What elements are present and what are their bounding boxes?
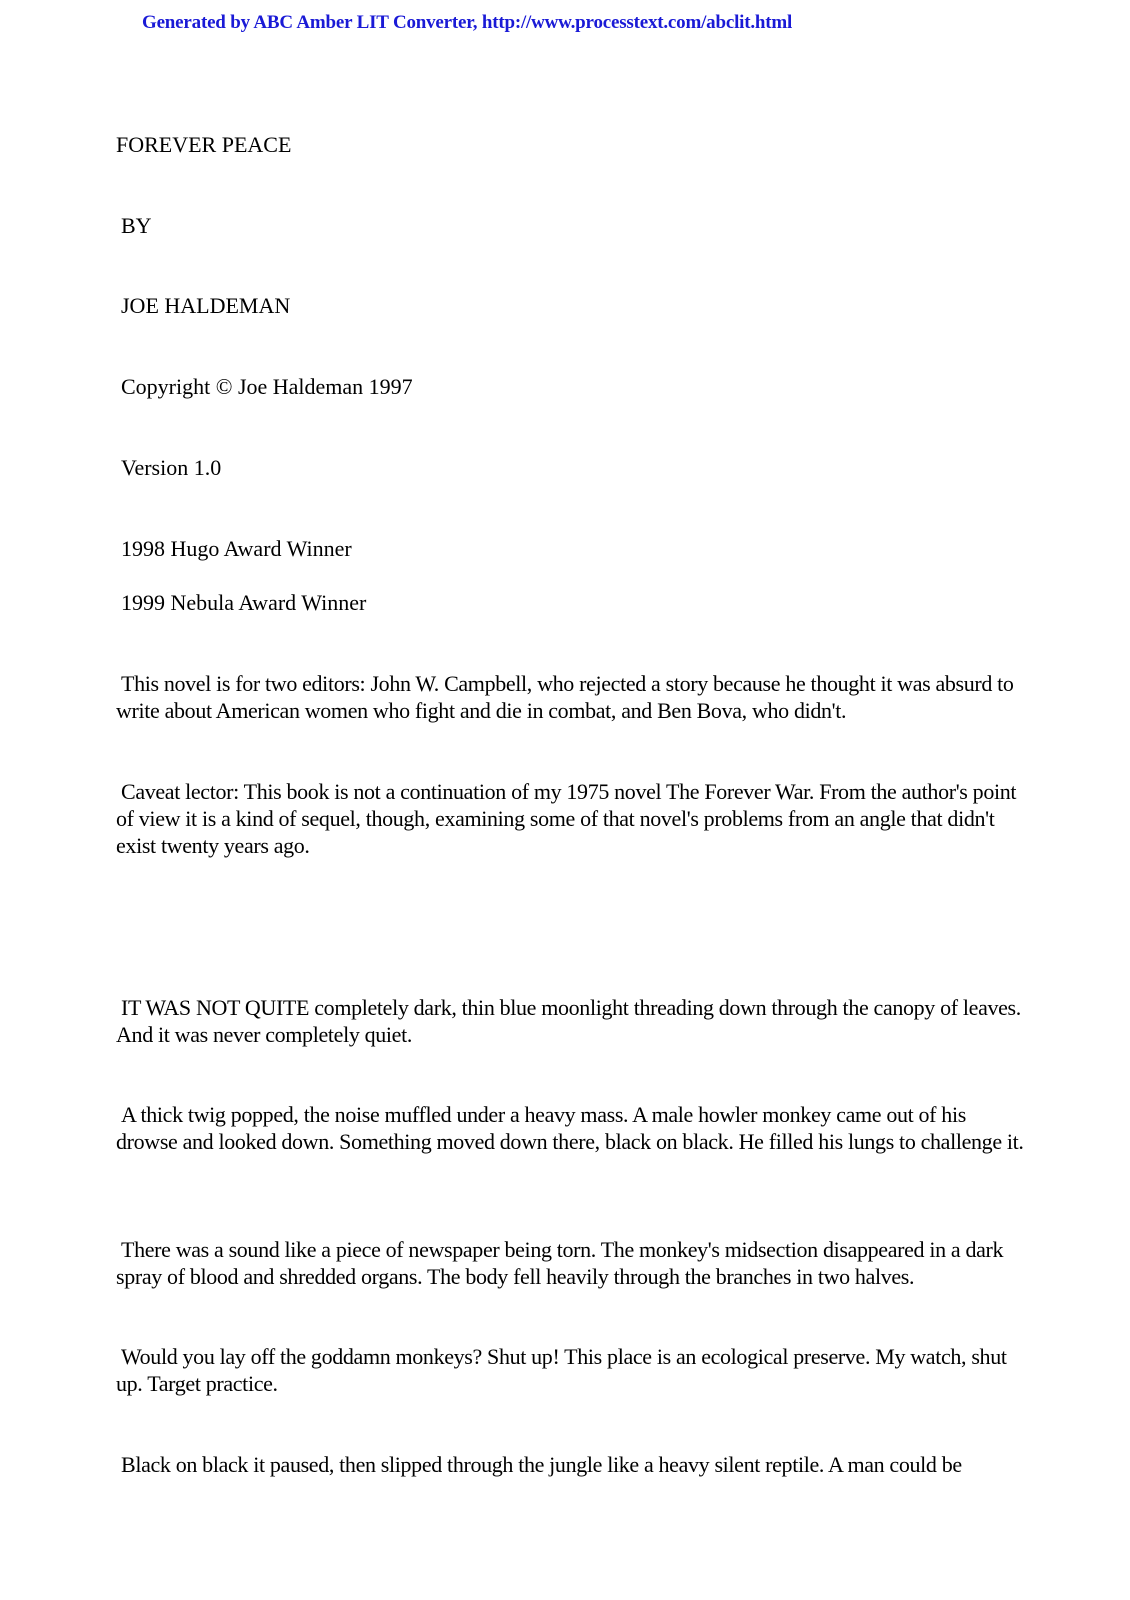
award-hugo: 1998 Hugo Award Winner bbox=[121, 536, 352, 561]
body-paragraph: IT WAS NOT QUITE completely dark, thin blue moonlight threading down through the canopy of leaves. And it was never completely quiet. bbox=[116, 995, 1021, 1047]
byline-label: BY bbox=[121, 213, 152, 238]
author-name: JOE HALDEMAN bbox=[121, 293, 291, 318]
book-title: FOREVER PEACE bbox=[116, 132, 292, 157]
body-paragraph: Would you lay off the goddamn monkeys? Shut up! This place is an ecological preserve. My watch, shut up. Target practice. bbox=[116, 1344, 1007, 1396]
version-label: Version 1.0 bbox=[121, 455, 222, 480]
body-paragraph: Black on black it paused, then slipped through the jungle like a heavy silent reptile. A man could be bbox=[121, 1452, 962, 1477]
caveat-paragraph: Caveat lector: This book is not a continuation of my 1975 novel The Forever War. From the author's point of view it is a kind of sequel, though, examining some of that novel's problems from an angle that didn't exist twenty years ago. bbox=[116, 779, 1017, 858]
award-nebula: 1999 Nebula Award Winner bbox=[121, 590, 367, 615]
copyright-notice: Copyright © Joe Haldeman 1997 bbox=[121, 374, 413, 399]
converter-header-link[interactable]: Generated by ABC Amber LIT Converter, http://www.processtext.com/abclit.html bbox=[142, 12, 793, 33]
body-paragraph: A thick twig popped, the noise muffled under a heavy mass. A male howler monkey came out of his drowse and looked down. Something moved down there, black on black. He filled his lungs to challenge it. bbox=[116, 1102, 1024, 1154]
body-paragraph: There was a sound like a piece of newspaper being torn. The monkey's midsection disappeared in a dark spray of blood and shredded organs. The body fell heavily through the branches in two halves. bbox=[116, 1237, 1004, 1289]
dedication-paragraph: This novel is for two editors: John W. Campbell, who rejected a story because he thought it was absurd to write about American women who fight and die in combat, and Ben Bova, who didn't. bbox=[116, 671, 1014, 723]
